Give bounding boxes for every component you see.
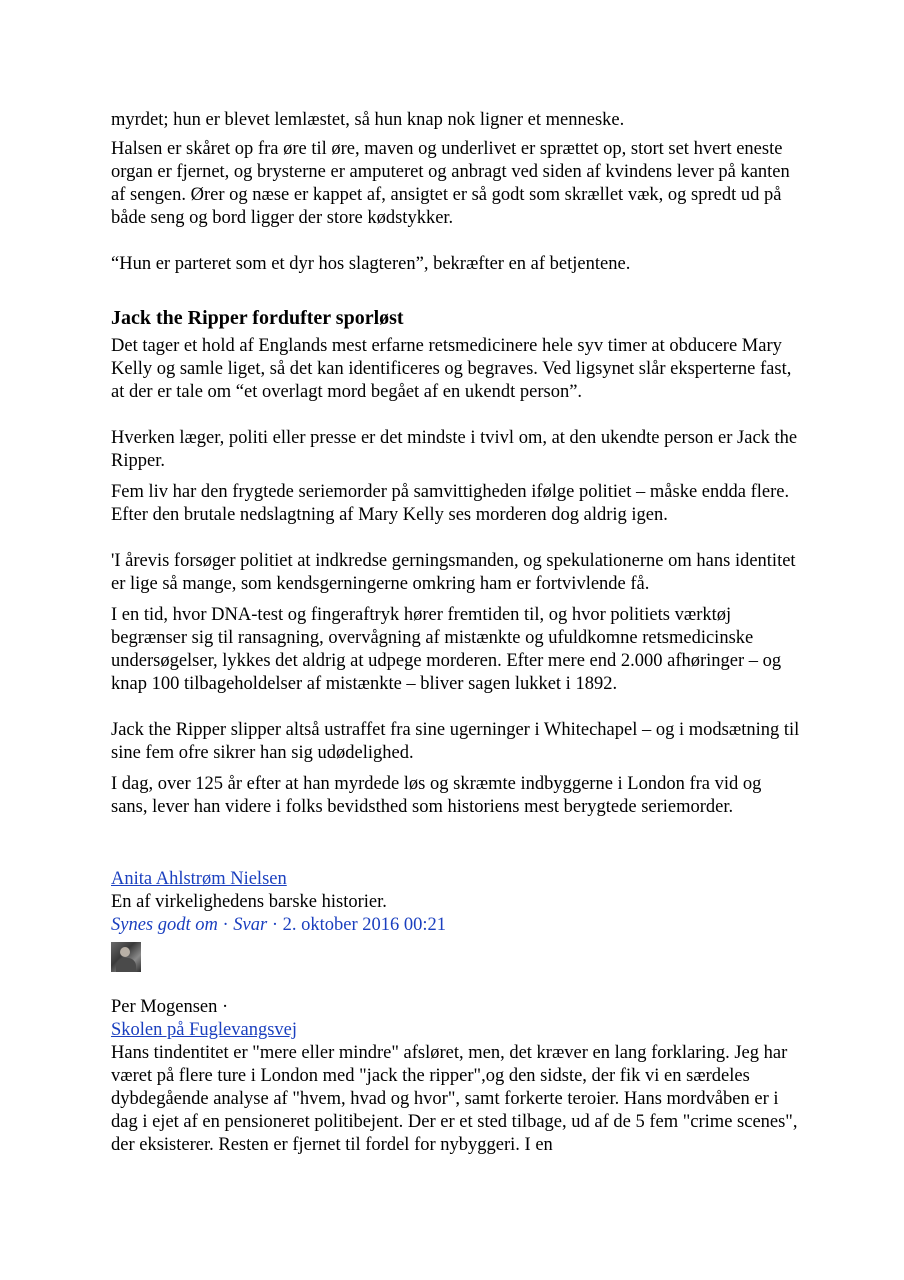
comment-1	[111, 868, 801, 972]
avatar[interactable]	[111, 942, 141, 972]
meta-separator: ·	[222, 915, 229, 935]
section-heading: Jack the Ripper fordufter sporløst	[111, 307, 404, 329]
comment-timestamp[interactable]: 2. oktober 2016 00:21	[282, 915, 447, 935]
meta-separator: ·	[271, 915, 279, 935]
comment-text: En af virkelighedens barske historier.	[111, 892, 387, 912]
comments-section	[111, 868, 801, 1157]
article-paragraph-4: Det tager et hold af Englands mest erfarne retsmedicinere hele syv timer at obducere Mary Kelly og samle liget, så det kan identificeres og begraves. Ved ligsynet slår eksperterne fast, at der er tale om “et overlagt mord begået af en ukendt person”.	[111, 336, 792, 402]
comment-affiliation-link[interactable]: Skolen på Fuglevangsvej	[111, 1020, 298, 1040]
article-paragraph-7: 'I årevis forsøger politiet at indkredse gerningsmanden, og spekulationerne om hans identitet er lige så mange, som kendsgerningerne omkring ham er fortvivlende få.	[111, 551, 796, 594]
article-paragraph-2: Halsen er skåret op fra øre til øre, maven og underlivet er sprættet op, stort set hvert eneste organ er fjernet, og brysterne er amputeret og anbragt ved siden af kvindens lever på kanten af sengen. Ører og næse er kappet af, ansigtet er så godt som skrællet væk, og spredt ud på både seng og bord ligger der store kødstykker.	[111, 139, 790, 228]
article-paragraph-3: “Hun er parteret som et dyr hos slagteren”, bekræfter en af betjentene.	[111, 254, 631, 274]
article-paragraph-10: I dag, over 125 år efter at han myrdede løs og skræmte indbyggerne i London fra vid og sans, lever han videre i folks bevidsthed som historiens mest berygtede seriemorder.	[111, 774, 762, 817]
article-paragraph-9: Jack the Ripper slipper altså ustraffet fra sine ugerninger i Whitechapel – og i modsætning til sine fem ofre sikrer han sig udødelighed.	[111, 720, 800, 763]
article-paragraph-8: I en tid, hvor DNA-test og fingeraftryk hører fremtiden til, og hvor politiets værktøj begrænser sig til ransagning, overvågning af mistænkte og ufuldkomne retsmedicinske undersøgelser, lykkes det aldrig at udpege morderen. Efter mere end 2.000 afhøringer – og knap 100 tilbageholdelser af mistænkte – bliver sagen lukket i 1892.	[111, 605, 782, 694]
article-paragraph-6: Fem liv har den frygtede seriemorder på samvittigheden ifølge politiet – måske endda flere. Efter den brutale nedslagtning af Mary Kelly ses morderen dog aldrig igen.	[111, 482, 790, 525]
comment-meta	[111, 914, 801, 937]
like-link[interactable]: Synes godt om	[111, 915, 218, 935]
article-paragraph-5: Hverken læger, politi eller presse er det mindste i tvivl om, at den ukendte person er Jack the Ripper.	[111, 428, 798, 471]
article-paragraph-1: myrdet; hun er blevet lemlæstet, så hun knap nok ligner et menneske.	[111, 110, 625, 130]
comment-author-link[interactable]: Anita Ahlstrøm Nielsen	[111, 869, 287, 889]
article-body	[111, 109, 801, 1157]
section-heading-wrap	[111, 305, 801, 331]
comment-text: Hans tindentitet er "mere eller mindre" afsløret, men, det kræver en lang forklaring. Jeg har været på flere ture i London med "jack the ripper",og den sidste, der fik vi en særdeles dybdegående analyse af "hvem, hvad og hvor", samt forkerte teroier. Hans mordvåben er i dag i ejet af en pensioneret politibejent. Der er et sted tilbage, ud af de 5 fem "crime scenes", der eksisterer. Resten er fjernet til fordel for nybyggeri. I en	[111, 1043, 798, 1155]
reply-link[interactable]: Svar	[233, 915, 268, 935]
comment-author: Per Mogensen ·	[111, 997, 229, 1017]
comment-2	[111, 996, 801, 1157]
